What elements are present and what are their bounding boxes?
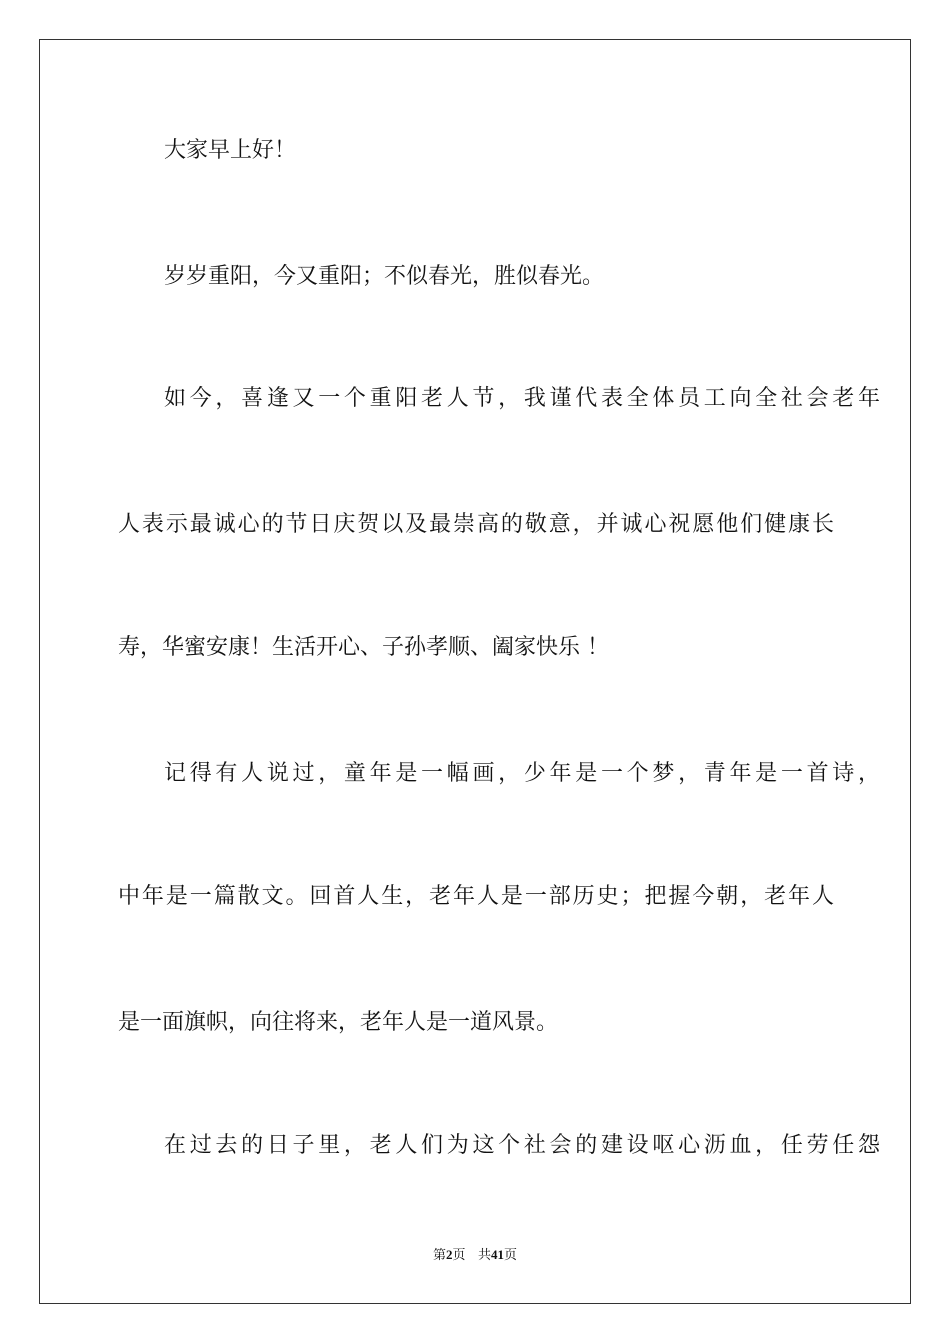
paragraph-line: 寿，华蜜安康！生活开心、子孙孝顺、阖家快乐 ！ <box>118 635 609 660</box>
paragraph-line: 中年是一篇散文。回首人生，老年人是一部历史；把握今朝，老年人 <box>118 884 834 909</box>
page-border <box>39 39 911 1304</box>
paragraph-line: 记得有人说过，童年是一幅画，少年是一个梦，青年是一首诗， <box>164 761 880 786</box>
page-prefix: 第 <box>433 1248 447 1263</box>
paragraph-line: 人表示最诚心的节日庆贺以及最崇高的敬意，并诚心祝愿他们健康长 <box>118 512 834 537</box>
paragraph-line: 岁岁重阳，今又重阳；不似春光，胜似春光。 <box>164 264 605 289</box>
total-pages: 41 <box>490 1247 504 1262</box>
total-prefix: 共 <box>477 1248 491 1263</box>
paragraph-line: 在过去的日子里，老人们为这个社会的建设呕心沥血，任劳任怨 <box>164 1133 880 1158</box>
page-number: 2 <box>446 1247 453 1262</box>
paragraph-line: 是一面旗帜，向往将来，老年人是一道风景。 <box>118 1010 559 1035</box>
page-footer <box>0 1246 950 1265</box>
paragraph-greeting: 大家早上好！ <box>164 138 297 163</box>
total-suffix: 页 <box>503 1248 517 1263</box>
page-suffix: 页 <box>452 1248 466 1263</box>
paragraph-line: 如今，喜逢又一个重阳老人节，我谨代表全体员工向全社会老年 <box>164 386 880 411</box>
